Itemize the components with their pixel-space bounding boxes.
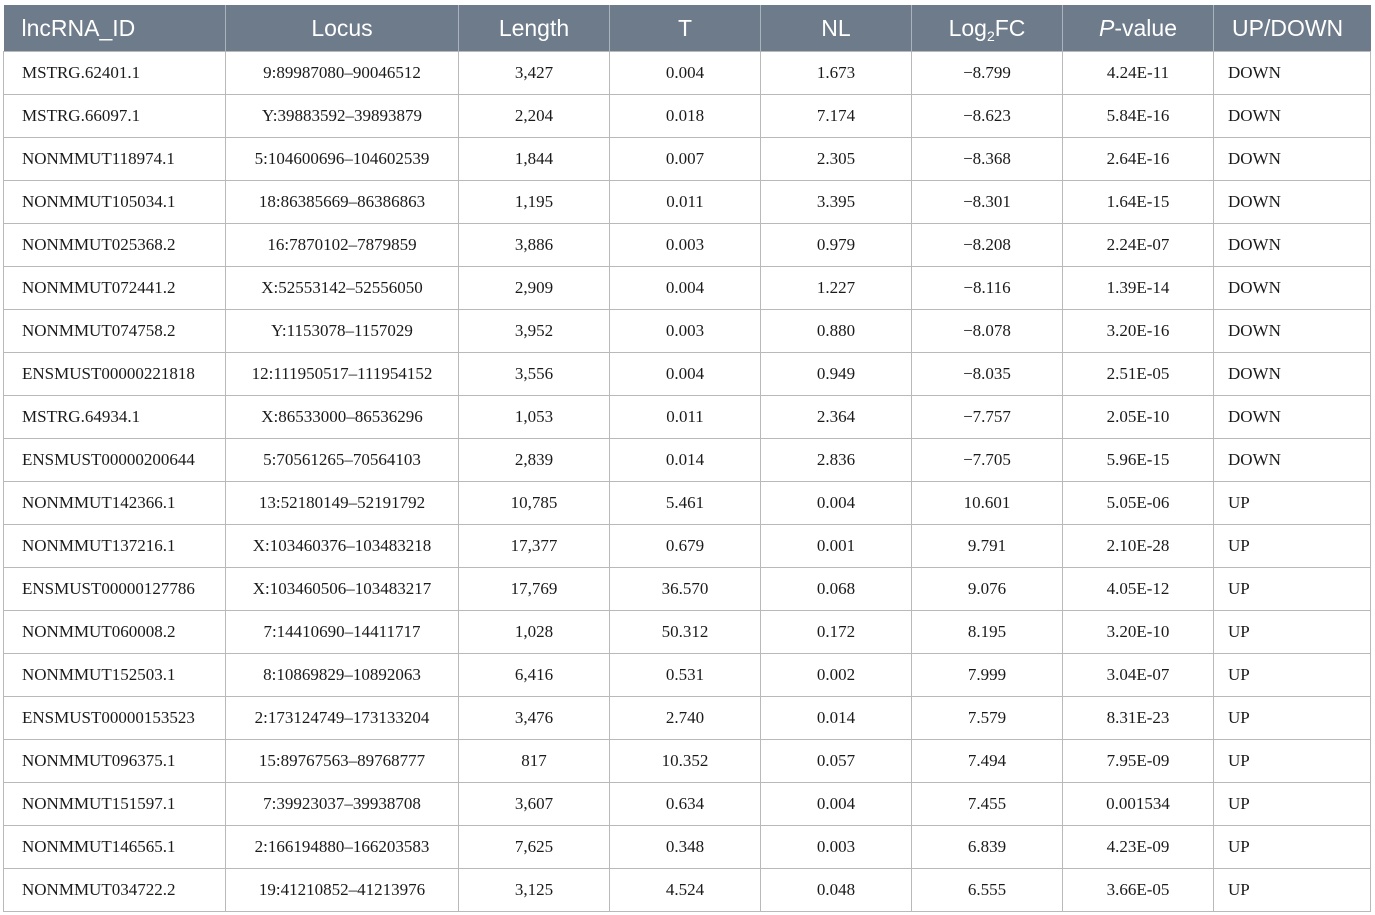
locus-cell: 7:14410690–14411717 [226,611,459,654]
table-body [4,52,1371,912]
nl-cell: 3.395 [761,181,912,224]
lncrna-id-cell: NONMMUT142366.1 [4,482,226,525]
p-value-cell: 5.96E-15 [1063,439,1214,482]
up-down-cell: UP [1214,783,1371,826]
header-row [4,5,1371,52]
p-value-cell: 4.05E-12 [1063,568,1214,611]
table-row [4,654,1371,697]
up-down-cell: DOWN [1214,52,1371,95]
lncrna-table-container [3,5,1370,912]
log2fc-cell: −8.035 [912,353,1063,396]
up-down-cell: DOWN [1214,439,1371,482]
header-up-down: UP/DOWN [1214,5,1371,52]
t-cell: 0.004 [610,267,761,310]
nl-cell: 2.305 [761,138,912,181]
table-row [4,267,1371,310]
lncrna-id-cell: NONMMUT025368.2 [4,224,226,267]
t-cell: 10.352 [610,740,761,783]
lncrna-id-cell: NONMMUT118974.1 [4,138,226,181]
log2fc-cell: −8.078 [912,310,1063,353]
log2fc-cell: 7.999 [912,654,1063,697]
up-down-cell: UP [1214,611,1371,654]
table-row [4,95,1371,138]
lncrna-id-cell: NONMMUT096375.1 [4,740,226,783]
t-cell: 0.004 [610,353,761,396]
table-header [4,5,1371,52]
t-cell: 0.007 [610,138,761,181]
log2fc-cell: 9.076 [912,568,1063,611]
nl-cell: 0.057 [761,740,912,783]
t-cell: 2.740 [610,697,761,740]
lncrna-id-cell: NONMMUT060008.2 [4,611,226,654]
length-cell: 817 [459,740,610,783]
log2fc-cell: −8.208 [912,224,1063,267]
p-value-cell: 3.20E-16 [1063,310,1214,353]
t-cell: 0.634 [610,783,761,826]
locus-cell: 2:173124749–173133204 [226,697,459,740]
nl-cell: 0.949 [761,353,912,396]
log2fc-cell: 6.839 [912,826,1063,869]
nl-cell: 0.002 [761,654,912,697]
nl-cell: 1.227 [761,267,912,310]
table-row [4,224,1371,267]
t-cell: 0.018 [610,95,761,138]
length-cell: 10,785 [459,482,610,525]
table-row [4,568,1371,611]
locus-cell: X:52553142–52556050 [226,267,459,310]
up-down-cell: UP [1214,869,1371,912]
p-value-cell: 0.001534 [1063,783,1214,826]
t-cell: 0.003 [610,224,761,267]
t-cell: 0.011 [610,396,761,439]
nl-cell: 0.880 [761,310,912,353]
table-row [4,525,1371,568]
length-cell: 7,625 [459,826,610,869]
header-t: T [610,5,761,52]
up-down-cell: UP [1214,525,1371,568]
length-cell: 1,028 [459,611,610,654]
lncrna-id-cell: ENSMUST00000127786 [4,568,226,611]
up-down-cell: DOWN [1214,138,1371,181]
locus-cell: X:103460506–103483217 [226,568,459,611]
table-row [4,439,1371,482]
p-value-cell: 1.39E-14 [1063,267,1214,310]
log2fc-cell: −7.705 [912,439,1063,482]
table-row [4,310,1371,353]
nl-cell: 0.003 [761,826,912,869]
length-cell: 2,909 [459,267,610,310]
table-row [4,826,1371,869]
log2fc-cell: −8.368 [912,138,1063,181]
up-down-cell: UP [1214,826,1371,869]
p-value-cell: 2.24E-07 [1063,224,1214,267]
lncrna-table [3,5,1371,912]
p-value-cell: 5.05E-06 [1063,482,1214,525]
locus-cell: 5:104600696–104602539 [226,138,459,181]
log2fc-cell: 10.601 [912,482,1063,525]
locus-cell: 9:89987080–90046512 [226,52,459,95]
lncrna-id-cell: NONMMUT146565.1 [4,826,226,869]
length-cell: 3,952 [459,310,610,353]
t-cell: 50.312 [610,611,761,654]
header-nl: NL [761,5,912,52]
log2fc-cell: 6.555 [912,869,1063,912]
length-cell: 2,839 [459,439,610,482]
lncrna-id-cell: ENSMUST00000200644 [4,439,226,482]
locus-cell: 15:89767563–89768777 [226,740,459,783]
p-value-cell: 4.24E-11 [1063,52,1214,95]
t-cell: 0.679 [610,525,761,568]
header-p-value-italic: P [1099,14,1115,41]
table-row [4,181,1371,224]
locus-cell: 16:7870102–7879859 [226,224,459,267]
p-value-cell: 3.66E-05 [1063,869,1214,912]
lncrna-id-cell: MSTRG.62401.1 [4,52,226,95]
length-cell: 2,204 [459,95,610,138]
p-value-cell: 2.64E-16 [1063,138,1214,181]
header-lncrna-id: lncRNA_ID [4,5,226,52]
locus-cell: Y:1153078–1157029 [226,310,459,353]
nl-cell: 0.068 [761,568,912,611]
t-cell: 0.003 [610,310,761,353]
up-down-cell: DOWN [1214,310,1371,353]
t-cell: 0.348 [610,826,761,869]
locus-cell: 5:70561265–70564103 [226,439,459,482]
nl-cell: 0.172 [761,611,912,654]
log2fc-cell: 7.494 [912,740,1063,783]
locus-cell: 19:41210852–41213976 [226,869,459,912]
locus-cell: 13:52180149–52191792 [226,482,459,525]
locus-cell: X:86533000–86536296 [226,396,459,439]
length-cell: 3,476 [459,697,610,740]
p-value-cell: 2.05E-10 [1063,396,1214,439]
lncrna-id-cell: NONMMUT072441.2 [4,267,226,310]
header-length: Length [459,5,610,52]
p-value-cell: 7.95E-09 [1063,740,1214,783]
t-cell: 0.004 [610,52,761,95]
p-value-cell: 4.23E-09 [1063,826,1214,869]
nl-cell: 0.001 [761,525,912,568]
lncrna-id-cell: MSTRG.66097.1 [4,95,226,138]
lncrna-id-cell: NONMMUT152503.1 [4,654,226,697]
up-down-cell: UP [1214,740,1371,783]
log2fc-cell: −8.799 [912,52,1063,95]
p-value-cell: 1.64E-15 [1063,181,1214,224]
nl-cell: 0.014 [761,697,912,740]
nl-cell: 1.673 [761,52,912,95]
p-value-cell: 3.04E-07 [1063,654,1214,697]
table-row [4,138,1371,181]
nl-cell: 0.004 [761,482,912,525]
p-value-cell: 2.51E-05 [1063,353,1214,396]
length-cell: 3,607 [459,783,610,826]
log2fc-cell: −8.116 [912,267,1063,310]
table-row [4,52,1371,95]
up-down-cell: DOWN [1214,267,1371,310]
table-row [4,740,1371,783]
up-down-cell: UP [1214,697,1371,740]
header-log2fc-subscript: 2 [986,27,995,44]
t-cell: 4.524 [610,869,761,912]
table-row [4,396,1371,439]
length-cell: 6,416 [459,654,610,697]
length-cell: 17,769 [459,568,610,611]
length-cell: 3,886 [459,224,610,267]
up-down-cell: DOWN [1214,353,1371,396]
lncrna-id-cell: NONMMUT034722.2 [4,869,226,912]
locus-cell: X:103460376–103483218 [226,525,459,568]
table-row [4,611,1371,654]
length-cell: 1,053 [459,396,610,439]
length-cell: 3,556 [459,353,610,396]
nl-cell: 7.174 [761,95,912,138]
header-p-value-rest: -value [1114,14,1177,41]
length-cell: 1,844 [459,138,610,181]
t-cell: 0.531 [610,654,761,697]
locus-cell: 18:86385669–86386863 [226,181,459,224]
nl-cell: 0.048 [761,869,912,912]
lncrna-id-cell: NONMMUT074758.2 [4,310,226,353]
t-cell: 36.570 [610,568,761,611]
lncrna-id-cell: NONMMUT151597.1 [4,783,226,826]
header-log2fc-suffix: FC [994,14,1026,41]
table-row [4,783,1371,826]
locus-cell: Y:39883592–39893879 [226,95,459,138]
log2fc-cell: −8.623 [912,95,1063,138]
header-log2fc [912,5,1063,52]
log2fc-cell: 7.579 [912,697,1063,740]
log2fc-cell: 8.195 [912,611,1063,654]
locus-cell: 2:166194880–166203583 [226,826,459,869]
p-value-cell: 5.84E-16 [1063,95,1214,138]
length-cell: 3,427 [459,52,610,95]
locus-cell: 7:39923037–39938708 [226,783,459,826]
p-value-cell: 3.20E-10 [1063,611,1214,654]
p-value-cell: 2.10E-28 [1063,525,1214,568]
log2fc-cell: −8.301 [912,181,1063,224]
log2fc-cell: 9.791 [912,525,1063,568]
t-cell: 0.014 [610,439,761,482]
header-locus: Locus [226,5,459,52]
t-cell: 0.011 [610,181,761,224]
locus-cell: 8:10869829–10892063 [226,654,459,697]
t-cell: 5.461 [610,482,761,525]
up-down-cell: DOWN [1214,224,1371,267]
up-down-cell: DOWN [1214,396,1371,439]
lncrna-id-cell: ENSMUST00000221818 [4,353,226,396]
table-row [4,869,1371,912]
lncrna-id-cell: ENSMUST00000153523 [4,697,226,740]
up-down-cell: DOWN [1214,181,1371,224]
up-down-cell: UP [1214,654,1371,697]
p-value-cell: 8.31E-23 [1063,697,1214,740]
lncrna-id-cell: NONMMUT105034.1 [4,181,226,224]
nl-cell: 0.004 [761,783,912,826]
log2fc-cell: −7.757 [912,396,1063,439]
nl-cell: 2.364 [761,396,912,439]
length-cell: 17,377 [459,525,610,568]
locus-cell: 12:111950517–111954152 [226,353,459,396]
lncrna-id-cell: NONMMUT137216.1 [4,525,226,568]
length-cell: 3,125 [459,869,610,912]
length-cell: 1,195 [459,181,610,224]
header-log2fc-prefix: Log [948,14,987,41]
header-p-value [1063,5,1214,52]
nl-cell: 2.836 [761,439,912,482]
up-down-cell: UP [1214,482,1371,525]
log2fc-cell: 7.455 [912,783,1063,826]
up-down-cell: DOWN [1214,95,1371,138]
table-row [4,353,1371,396]
up-down-cell: UP [1214,568,1371,611]
table-row [4,482,1371,525]
lncrna-id-cell: MSTRG.64934.1 [4,396,226,439]
table-row [4,697,1371,740]
nl-cell: 0.979 [761,224,912,267]
